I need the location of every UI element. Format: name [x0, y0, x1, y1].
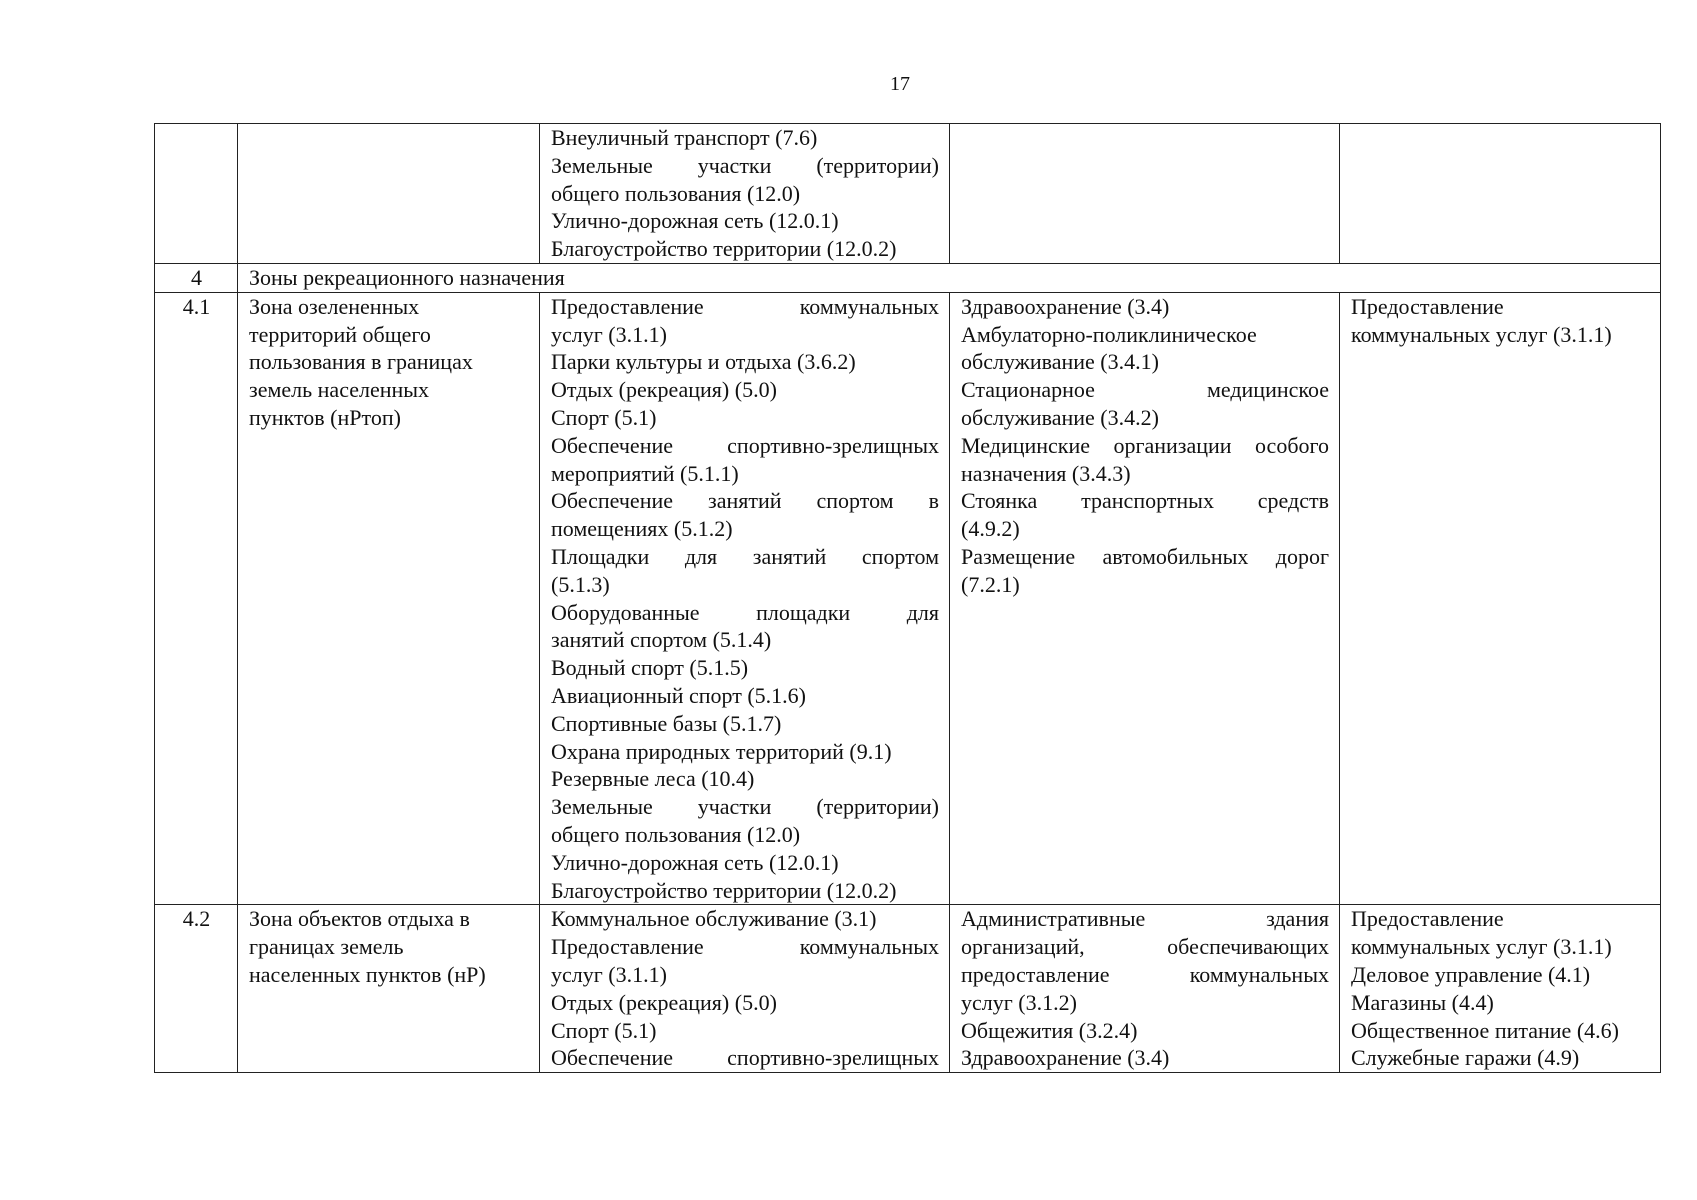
group-number-cell: 4: [155, 263, 238, 292]
zoning-table: [154, 123, 1661, 1073]
zone-name-cell: [238, 905, 540, 1073]
cell-line: предоставление коммунальных: [961, 961, 1329, 987]
cell-line: Охрана природных территорий (9.1): [551, 738, 892, 764]
cell-line: Отдых (рекреация) (5.0): [551, 989, 777, 1015]
cell-line: Внеуличный транспорт (7.6): [551, 125, 818, 150]
auxiliary-uses-cell: [1340, 292, 1661, 905]
auxiliary-uses-cell: [1340, 124, 1661, 264]
cell-line: Спорт (5.1): [551, 404, 657, 430]
cell-line: Административные здания: [961, 906, 1329, 932]
cell-line: общего пользования (12.0): [551, 180, 801, 206]
cell-line: Земельные участки (территории): [551, 794, 939, 820]
cell-line: Оборудованные площадки для: [551, 599, 939, 625]
cell-line: Площадки для занятий спортом: [551, 543, 939, 569]
zone-row: [155, 124, 1661, 264]
cell-line: Здравоохранение (3.4): [961, 1045, 1170, 1071]
cell-line: коммунальных услуг (3.1.1): [1351, 934, 1612, 960]
cell-line: Размещение автомобильных дорог: [961, 543, 1329, 569]
conditional-uses-cell: [950, 292, 1340, 905]
cell-line: Улично-дорожная сеть (12.0.1): [551, 849, 839, 875]
cell-line: Стационарное медицинское: [961, 377, 1329, 403]
cell-line: Благоустройство территории (12.0.2): [551, 877, 897, 903]
cell-line: Спорт (5.1): [551, 1017, 657, 1043]
cell-line: Предоставление: [1351, 906, 1504, 932]
zone-group-row: [155, 263, 1661, 292]
cell-line: Предоставление: [1351, 293, 1504, 319]
cell-line: Зона озелененных: [249, 293, 420, 319]
cell-line: общего пользования (12.0): [551, 821, 801, 847]
auxiliary-uses-cell: [1340, 905, 1661, 1073]
cell-line: (5.1.3): [551, 571, 610, 597]
cell-line: Общежития (3.2.4): [961, 1017, 1138, 1043]
cell-line: Благоустройство территории (12.0.2): [551, 236, 897, 262]
cell-line: Водный спорт (5.1.5): [551, 655, 749, 681]
cell-line: (7.2.1): [961, 571, 1020, 597]
row-number-cell: 4.1: [155, 292, 238, 905]
cell-line: границах земель: [249, 934, 404, 960]
cell-line: организаций, обеспечивающих: [961, 934, 1329, 960]
cell-line: Стоянка транспортных средств: [961, 488, 1329, 514]
page-number: 17: [890, 73, 910, 95]
cell-line: Спортивные базы (5.1.7): [551, 710, 782, 736]
cell-line: услуг (3.1.1): [551, 321, 667, 347]
cell-line: Парки культуры и отдыха (3.6.2): [551, 349, 856, 375]
cell-line: обслуживание (3.4.1): [961, 349, 1159, 375]
cell-line: услуг (3.1.1): [551, 961, 667, 987]
cell-line: земель населенных: [249, 377, 430, 403]
cell-line: Обеспечение спортивно-зрелищных: [551, 1045, 939, 1071]
cell-line: услуг (3.1.2): [961, 989, 1077, 1015]
cell-line: мероприятий (5.1.1): [551, 460, 739, 486]
zone-name-cell: [238, 124, 540, 264]
cell-line: Коммунальное обслуживание (3.1): [551, 906, 877, 932]
cell-line: назначения (3.4.3): [961, 460, 1131, 486]
cell-line: коммунальных услуг (3.1.1): [1351, 321, 1612, 347]
cell-line: Отдых (рекреация) (5.0): [551, 377, 777, 403]
cell-line: Зона объектов отдыха в: [249, 906, 470, 932]
zone-row: [155, 292, 1661, 905]
zone-name-cell: [238, 292, 540, 905]
cell-line: Деловое управление (4.1): [1351, 961, 1591, 987]
row-number-cell: 4.2: [155, 905, 238, 1073]
main-uses-cell: [540, 905, 950, 1073]
cell-line: Служебные гаражи (4.9): [1351, 1045, 1580, 1071]
conditional-uses-cell: [950, 124, 1340, 264]
cell-line: Обеспечение спортивно-зрелищных: [551, 432, 939, 458]
cell-line: Земельные участки (территории): [551, 152, 939, 178]
cell-line: Улично-дорожная сеть (12.0.1): [551, 208, 839, 234]
cell-line: обслуживание (3.4.2): [961, 404, 1159, 430]
conditional-uses-cell: [950, 905, 1340, 1073]
cell-line: Медицинские организации особого: [961, 432, 1329, 458]
group-title: Зоны рекреационного назначения: [249, 264, 565, 290]
table-body: [155, 124, 1661, 1073]
group-title-cell: [238, 263, 1661, 292]
cell-line: Общественное питание (4.6): [1351, 1017, 1619, 1043]
cell-line: помещениях (5.1.2): [551, 516, 733, 542]
row-number-cell: [155, 124, 238, 264]
cell-line: (4.9.2): [961, 516, 1020, 542]
cell-line: Предоставление коммунальных: [551, 293, 939, 319]
main-uses-cell: [540, 124, 950, 264]
zone-row: [155, 905, 1661, 1073]
cell-line: Амбулаторно-поликлиническое: [961, 321, 1257, 347]
cell-line: пунктов (нРтоп): [249, 404, 401, 430]
cell-line: пользования в границах: [249, 349, 473, 375]
cell-line: Здравоохранение (3.4): [961, 293, 1170, 319]
cell-line: Предоставление коммунальных: [551, 934, 939, 960]
cell-line: Обеспечение занятий спортом в: [551, 488, 939, 514]
cell-line: Магазины (4.4): [1351, 989, 1494, 1015]
main-uses-cell: [540, 292, 950, 905]
cell-line: Авиационный спорт (5.1.6): [551, 682, 806, 708]
cell-line: территорий общего: [249, 321, 431, 347]
cell-line: населенных пунктов (нР): [249, 961, 486, 987]
cell-line: занятий спортом (5.1.4): [551, 627, 772, 653]
cell-line: Резервные леса (10.4): [551, 766, 755, 792]
